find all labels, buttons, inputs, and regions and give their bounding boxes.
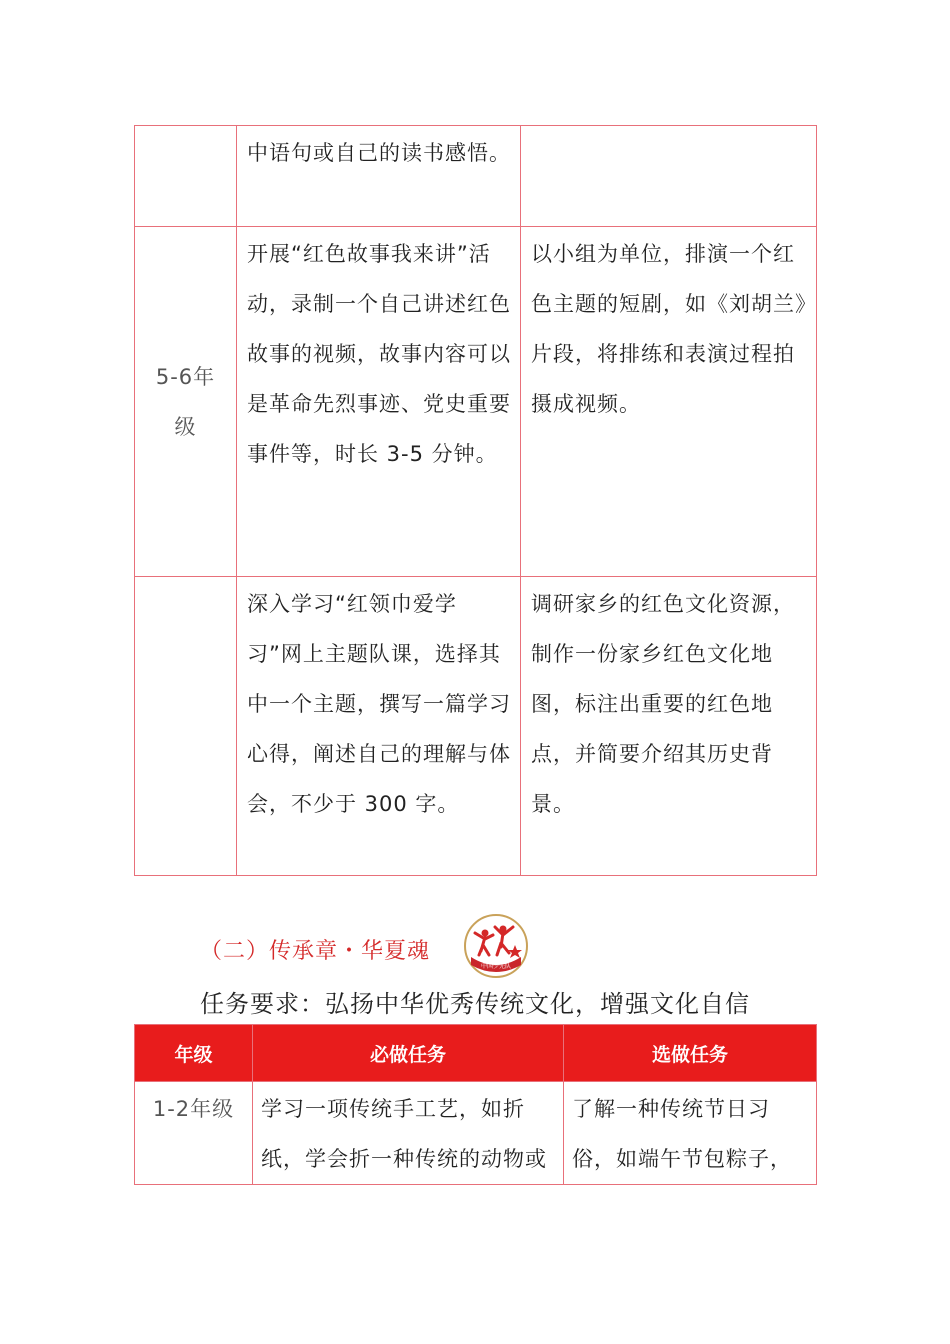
section-title: （二）传承章・华夏魂 xyxy=(200,939,431,964)
young-pioneers-logo xyxy=(463,913,529,979)
required-task-cell: 中语句或自己的读书感悟。 xyxy=(237,126,521,227)
optional-task-cell: 调研家乡的红色文化资源，制作一份家乡红色文化地图，标注出重要的红色地点，并简要介绍其历史背景。 xyxy=(521,577,817,876)
table-header-row xyxy=(135,1025,817,1082)
table-row xyxy=(135,126,817,227)
grade-cell: 1-2年级 xyxy=(135,1082,253,1185)
task-requirement: 任务要求：弘扬中华优秀传统文化，增强文化自信 xyxy=(200,990,750,1018)
grade-cell xyxy=(135,126,237,227)
table-row xyxy=(135,227,817,577)
optional-task-cell: 了解一种传统节日习俗，如端午节包粽子， xyxy=(564,1082,817,1185)
required-task-cell: 开展“红色故事我来讲”活动，录制一个自己讲述红色故事的视频，故事内容可以是革命先烈事迹、党史重要事件等，时长 3-5 分钟。 xyxy=(237,227,521,577)
heritage-tasks-table xyxy=(134,1024,817,1185)
table-row xyxy=(135,577,817,876)
optional-task-cell: 以小组为单位，排演一个红色主题的短剧，如《刘胡兰》片段，将排练和表演过程拍摄成视频。 xyxy=(521,227,817,577)
logo-text: 中国少先队 xyxy=(480,963,512,970)
grade-cell xyxy=(135,577,237,876)
grade-cell xyxy=(135,227,237,577)
optional-task-cell xyxy=(521,126,817,227)
header-required: 必做任务 xyxy=(253,1025,564,1082)
header-optional: 选做任务 xyxy=(564,1025,817,1082)
required-task-cell: 深入学习“红领巾爱学习”网上主题队课，选择其中一个主题，撰写一篇学习心得，阐述自己的理解与体会，不少于 300 字。 xyxy=(237,577,521,876)
required-task-cell: 学习一项传统手工艺，如折纸，学会折一种传统的动物或 xyxy=(253,1082,564,1185)
grade-label: 5-6年级 xyxy=(155,364,216,439)
table-row xyxy=(135,1082,817,1185)
tasks-table-continued xyxy=(134,125,817,876)
header-grade: 年级 xyxy=(135,1025,253,1082)
